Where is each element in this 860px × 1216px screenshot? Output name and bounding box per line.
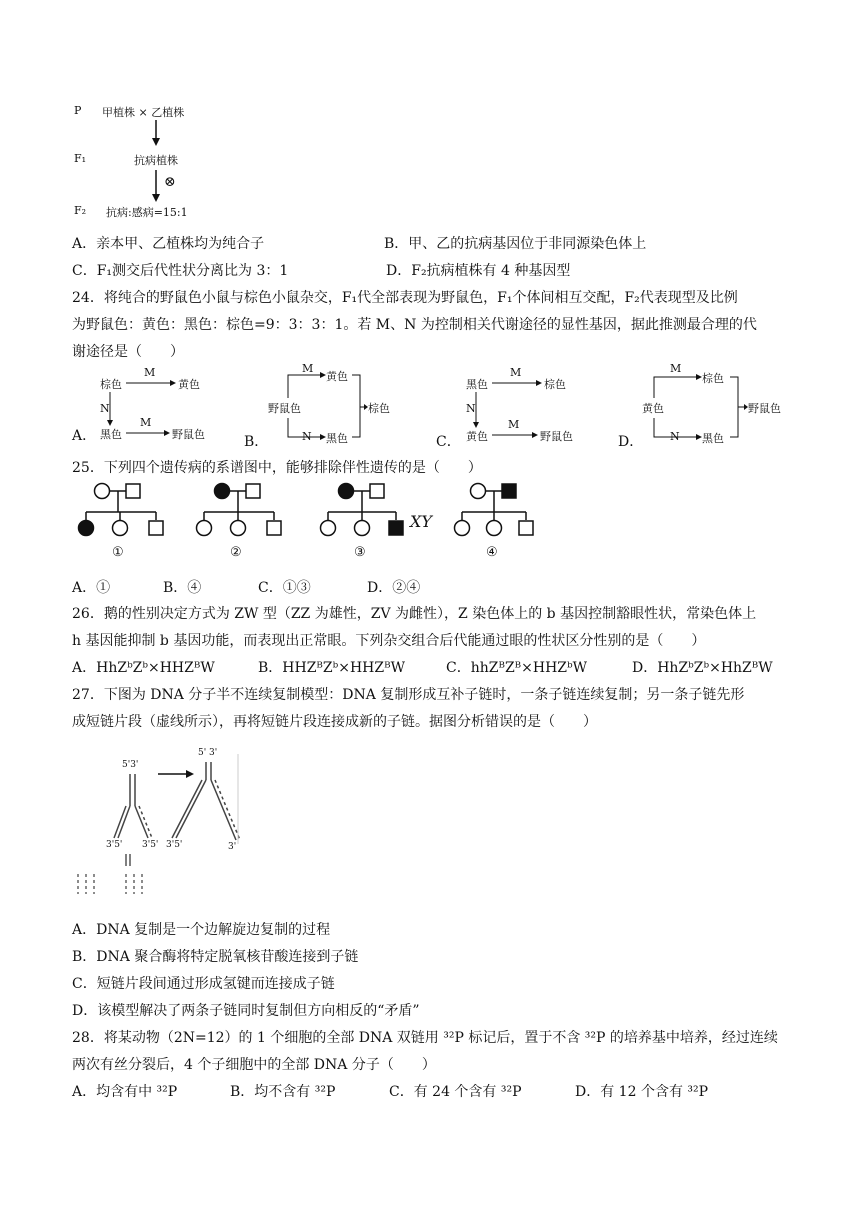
pedigree-label-3: ③ (354, 545, 366, 560)
q28-option-d: D．有 12 个含有 ³²P (575, 1084, 709, 1100)
strand-label: 3' (228, 842, 237, 852)
pathway-a-gene: N (100, 402, 110, 415)
pedigree-label-4: ④ (486, 545, 498, 560)
handwritten-note: XY (410, 512, 432, 531)
q27-option-b: B．DNA 聚合酶将特定脱氧核苷酸连接到子链 (72, 949, 359, 965)
pathway-a-node: 黑色 (100, 428, 122, 441)
q25-option-b: B．④ (163, 580, 202, 596)
pathway-d-gene: M (670, 362, 682, 375)
q27-option-d: D．该模型解决了两条子链同时复制但方向相反的“矛盾” (72, 1003, 420, 1019)
strand-label: 3'5' (106, 840, 123, 850)
q28-option-b: B．均不含有 ³²P (230, 1084, 336, 1100)
pathway-a-node: 黄色 (178, 378, 200, 391)
p-generation-text: 甲植株 × 乙植株 (102, 106, 185, 119)
q24-option-a-label: A． (72, 428, 97, 444)
q25-option-d: D．②④ (367, 580, 421, 596)
pedigree-4 (455, 484, 534, 536)
pathway-a-arrows (96, 368, 226, 448)
pathway-d-node: 棕色 (702, 372, 724, 385)
q28-option-a: A．均含有中 ³²P (72, 1084, 178, 1100)
q24-stem-line1: 24．将纯合的野鼠色小鼠与棕色小鼠杂交，F₁代全部表现为野鼠色，F₁个体间相互交配，F₂代表现型及比例 (72, 290, 738, 306)
q27-stem-line1: 27．下图为 DNA 分子半不连续复制模型：DNA 复制形成互补子链时，一条子链连续复制；另一条子链先形 (72, 687, 745, 703)
pathway-b-gene: M (302, 362, 314, 375)
selfing-symbol: ⊗ (164, 174, 176, 190)
strand-label: 3'5' (142, 840, 159, 850)
pathway-a-gene: M (144, 366, 156, 379)
q26-option-c: C．hhZᴮZᴮ×HHZᵇW (446, 660, 588, 676)
pathway-a-node: 野鼠色 (172, 428, 205, 441)
pedigree-3 (321, 484, 404, 536)
pathway-c-node: 黄色 (466, 430, 488, 443)
pathway-b-gene: N (302, 430, 312, 443)
pathway-d (640, 362, 800, 446)
strand-label: 5'3' (122, 760, 139, 770)
pedigree-1 (79, 484, 164, 536)
q24-stem-line2: 为野鼠色：黄色：黑色：棕色=9：3：3：1。若 M、N 为控制相关代谢途径的显性基因，据此推测最合理的代 (72, 317, 757, 333)
pathway-d-arrows (640, 366, 800, 446)
q24-option-c-label: C． (436, 434, 461, 450)
f1-label: F₁ (74, 152, 87, 165)
q26-option-d: D．HhZᵇZᵇ×HhZᴮW (632, 660, 773, 676)
cross-diagram (72, 100, 242, 220)
pathway-c-node: 黑色 (466, 378, 488, 391)
q23-option-b: B．甲、乙的抗病基因位于非同源染色体上 (384, 236, 647, 252)
q26-option-a: A．HhZᵇZᵇ×HHZᴮW (72, 660, 215, 676)
pathway-a (96, 368, 226, 448)
pathway-c-gene: M (510, 366, 522, 379)
dna-replication-diagram (72, 744, 252, 904)
pathway-c-gene: M (508, 418, 520, 431)
pathway-d-node: 野鼠色 (748, 402, 781, 415)
q23-option-c: C．F₁测交后代性状分离比为 3：1 (72, 263, 289, 279)
f2-text: 抗病:感病=15:1 (106, 206, 188, 219)
q23-option-a: A．亲本甲、乙植株均为纯合子 (72, 236, 265, 252)
pathway-c-node: 野鼠色 (540, 430, 573, 443)
strand-label: 5' 3' (198, 748, 218, 758)
q27-option-a: A．DNA 复制是一个边解旋边复制的过程 (72, 922, 331, 938)
pedigree-charts (70, 480, 550, 544)
f1-text: 抗病植株 (134, 154, 178, 167)
q26-stem-line2: h 基因能抑制 b 基因功能，而表现出正常眼。下列杂交组合后代能通过眼的性状区分性别的是（ ） (72, 633, 706, 649)
q27-stem-line2: 成短链片段（虚线所示），再将短链片段连接成新的子链。据图分析错误的是（ ） (72, 714, 597, 730)
q28-stem-line2: 两次有丝分裂后，4 个子细胞中的全部 DNA 分子（ ） (72, 1057, 436, 1073)
pathway-b (264, 362, 414, 446)
q24-option-b-label: B． (244, 434, 269, 450)
q24-option-d-label: D． (618, 434, 644, 450)
dna-replication-figure (72, 744, 252, 904)
pathway-b-node: 棕色 (368, 402, 390, 415)
pathway-b-node: 野鼠色 (268, 402, 301, 415)
q25-stem: 25．下列四个遗传病的系谱图中，能够排除伴性遗传的是（ ） (72, 460, 482, 476)
pathway-c-node: 棕色 (544, 378, 566, 391)
q28-stem-line1: 28．将某动物（2N=12）的 1 个细胞的全部 DNA 双链用 ³²P 标记后，置于不含 ³²P 的培养基中培养，经过连续 (72, 1030, 778, 1046)
pedigree-label-2: ② (230, 545, 242, 560)
q26-option-b: B．HHZᴮZᵇ×HHZᴮW (258, 660, 405, 676)
pathway-d-node: 黄色 (642, 402, 664, 415)
pathway-c-arrows (462, 368, 592, 448)
q25-option-a: A．① (72, 580, 111, 596)
q25-option-c: C．①③ (258, 580, 311, 596)
q23-option-d: D．F₂抗病植株有 4 种基因型 (386, 263, 571, 279)
q27-option-c: C．短链片段间通过形成氢键而连接成子链 (72, 976, 335, 992)
pedigree-label-1: ① (112, 545, 124, 560)
pathway-c (462, 368, 592, 448)
pedigree-2 (197, 484, 282, 536)
pathway-a-node: 棕色 (100, 378, 122, 391)
pathway-c-gene: N (466, 402, 476, 415)
pathway-d-gene: N (670, 430, 680, 443)
pathway-a-gene: M (140, 416, 152, 429)
q26-stem-line1: 26．鹅的性别决定方式为 ZW 型（ZZ 为雄性，ZV 为雌性），Z 染色体上的 b 基因控制豁眼性状，常染色体上 (72, 606, 757, 622)
pathway-b-arrows (264, 366, 414, 446)
q24-stem-line3: 谢途径是（ ） (72, 344, 184, 360)
strand-label: 3'5' (166, 840, 183, 850)
pathway-b-node: 黑色 (326, 432, 348, 445)
q28-option-c: C．有 24 个含有 ³²P (389, 1084, 522, 1100)
pathway-d-node: 黑色 (702, 432, 724, 445)
f2-label: F₂ (74, 204, 87, 217)
p-generation-label: P (74, 104, 82, 117)
pathway-b-node: 黄色 (326, 370, 348, 383)
